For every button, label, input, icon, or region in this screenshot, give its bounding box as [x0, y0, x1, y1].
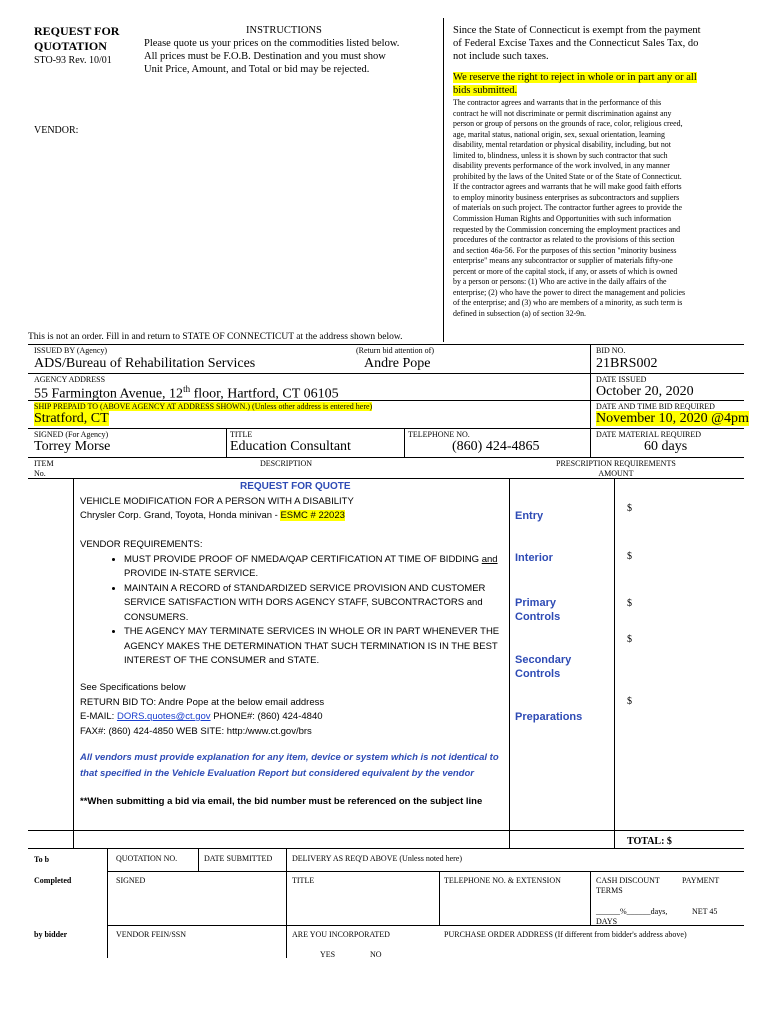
rule: [590, 871, 591, 925]
vendor-label: VENDOR:: [34, 125, 79, 136]
amount-interior[interactable]: $: [627, 551, 632, 562]
vendor-req-title: VENDOR REQUIREMENTS:: [80, 539, 203, 550]
requirement-item: • MAINTAIN A RECORD of STANDARDIZED SERVICE PROVISION AND CUSTOMER SERVICE SATISFACTION WITH DORS AGENCY STAFF, SUBCONTRACTORS and CONSUMERS.: [124, 582, 506, 626]
not-an-order-line: This is not an order. Fill in and return to STATE OF CONNECTICUT at the address shown below.: [28, 332, 403, 342]
cash-discount-terms[interactable]: [596, 876, 660, 896]
amount-preparations[interactable]: $: [627, 696, 632, 707]
signed-value[interactable]: Torrey Morse: [34, 439, 111, 454]
title-label: TITLE: [230, 430, 253, 439]
clause-line: to employ minority business enterprises as subcontractors and suppliers: [453, 192, 680, 202]
form-title-line1: REQUEST FOR: [34, 24, 120, 38]
vendor-fein-field[interactable]: VENDOR FEIN/SSN: [116, 930, 187, 939]
clause-line: Commission Human Rights and Opportunities with such information: [453, 214, 672, 224]
payment-label: PAYMENT: [682, 876, 720, 885]
rule: [509, 478, 510, 848]
email-subject-note: **When submitting a bid via email, the bid number must be referenced on the subject line: [80, 796, 483, 807]
cash-discount-label: CASH DISCOUNT: [596, 876, 660, 885]
category-preparations: Preparations: [515, 711, 583, 723]
vehicle-model-line: [80, 510, 345, 521]
form-title: [34, 24, 119, 54]
email-label: E-MAIL:: [80, 711, 117, 722]
net45-label: NET 45: [692, 907, 718, 916]
signed-field[interactable]: SIGNED: [116, 876, 146, 885]
rule: [404, 428, 405, 457]
spec-line: See Specifications below: [80, 682, 186, 693]
clause-line: enterprise" means any subcontractor or supplier of materials fifty-one: [453, 256, 673, 266]
return-line: RETURN BID TO: Andre Pope at the below email address: [80, 696, 325, 708]
date-submitted-field[interactable]: DATE SUBMITTED: [204, 854, 273, 863]
incorporated-yes[interactable]: YES: [320, 950, 336, 959]
tax-line: of Federal Excise Taxes and the Connecticut Sales Tax, do: [453, 38, 699, 49]
rule: [28, 830, 744, 831]
completed-label: Completed: [34, 876, 72, 885]
days-label: DAYS: [596, 917, 618, 926]
instructions-line: All prices must be F.O.B. Destination and you must show: [144, 51, 386, 62]
rule: [28, 848, 744, 849]
clause-line: requested by the Commission concerning the employment practices and: [453, 224, 681, 234]
reserve-notice: [453, 71, 743, 97]
agency-address-part: floor, Hartford, CT 06105: [190, 386, 339, 402]
vehicle-model: Chrysler Corp. Grand, Toyota, Honda minivan -: [80, 510, 281, 521]
phone-line: PHONE#: (860) 424-4840: [210, 711, 323, 722]
requirements-list: [80, 553, 506, 669]
tax-notice: [453, 24, 743, 63]
rule: [28, 373, 744, 374]
rule: [226, 428, 227, 457]
vendor-requirements: [80, 538, 506, 669]
rule: [28, 478, 744, 479]
bid-due-value[interactable]: [596, 411, 749, 427]
reserve-line-1: We reserve the right to reject in whole or in part any or all: [453, 72, 697, 83]
terms-label: TERMS: [596, 886, 623, 895]
category-secondary-controls: Secondary Controls: [515, 654, 572, 680]
po-address-field[interactable]: PURCHASE ORDER ADDRESS (If different from bidder's address above): [444, 930, 687, 939]
email-link[interactable]: DORS.quotes@ct.gov: [116, 711, 211, 722]
agency-address-part: 55 Farmington Avenue, 12: [34, 386, 184, 402]
clause-line: limited to, blindness, unless it is shown by such contractor that such: [453, 150, 668, 160]
reserve-line-2: bids submitted.: [453, 85, 518, 96]
amount-label: AMOUNT: [598, 469, 634, 478]
no-label: No.: [34, 469, 46, 478]
bid-due-label: DATE AND TIME BID REQUIRED: [596, 402, 715, 411]
reserve-line: [453, 71, 743, 84]
prescription-label: PRESCRIPTION REQUIREMENTS: [556, 459, 676, 468]
category-primary-controls: Primary Controls: [515, 597, 561, 623]
rule: [73, 478, 74, 848]
contact-block: [80, 681, 506, 739]
instructions-title: INSTRUCTIONS: [246, 25, 322, 36]
telephone-ext-field[interactable]: TELEPHONE NO. & EXTENSION: [444, 876, 561, 885]
clause-line: percent or more of the capital stock, if any, or assets of which is owned: [453, 266, 678, 276]
bid-due-value-text: November 10, 2020 @4pm: [596, 411, 749, 426]
ship-to-value-text: Stratford, CT: [34, 411, 109, 426]
instructions-line: Unit Price, Amount, and Total or bid may be rejected.: [144, 64, 370, 75]
rule: [28, 400, 744, 401]
request-quote-title: REQUEST FOR QUOTE: [240, 481, 351, 492]
category-interior: Interior: [515, 552, 553, 564]
req-and: and: [481, 553, 498, 565]
ship-to-label-text: SHIP PREPAID TO (ABOVE AGENCY AT ADDRESS SHOWN.) (Unless other address is entered here): [34, 402, 373, 411]
return-attention-value[interactable]: Andre Pope: [364, 356, 431, 371]
header-divider: [443, 18, 444, 342]
requirement-item: • THE AGENCY MAY TERMINATE SERVICES IN WHOLE OR IN PART WHENEVER THE AGENCY MAKES THE DETERMINATION THAT SUCH TERMINATION IS IN THE BEST INTEREST OF THE CONSUMER and STATE.: [124, 625, 506, 669]
title-value[interactable]: Education Consultant: [230, 439, 351, 454]
date-issued-value[interactable]: October 20, 2020: [596, 384, 694, 399]
contract-clause: [453, 98, 743, 319]
quotation-no-field[interactable]: QUOTATION NO.: [116, 854, 178, 863]
prescription-col-label: [556, 459, 676, 479]
issued-by-value[interactable]: ADS/Bureau of Rehabilitation Services: [34, 356, 256, 371]
material-date-value[interactable]: 60 days: [644, 439, 688, 454]
clause-line: of materials on such project. The contractor further agrees to provide the: [453, 203, 683, 213]
ship-to-value[interactable]: [34, 411, 109, 427]
clause-line: of the enterprise; and (3) who are members of a minority, as such term is: [453, 298, 683, 308]
issued-by-label: ISSUED BY (Agency): [34, 346, 108, 355]
by-bidder-label: by bidder: [34, 930, 68, 939]
instructions-line: Please quote us your prices on the commodities listed below.: [144, 38, 400, 49]
incorporated-label: ARE YOU INCORPORATED: [292, 930, 390, 939]
description-col-label: DESCRIPTION: [260, 459, 313, 468]
discount-days-field[interactable]: [596, 907, 667, 927]
ship-to-label: [34, 402, 372, 411]
tax-line: not include such taxes.: [453, 51, 549, 62]
req-text: MUST PROVIDE PROOF OF NMEDA/QAP CERTIFICATION AT TIME OF BIDDING: [124, 553, 482, 565]
discount-days-blank: ______%______days,: [596, 907, 668, 916]
category-entry: Entry: [515, 510, 544, 522]
material-date-label: DATE MATERIAL REQUIRED: [596, 430, 702, 439]
telephone-label: TELEPHONE NO.: [408, 430, 470, 439]
vehicle-line: VEHICLE MODIFICATION FOR A PERSON WITH A DISABILITY: [80, 496, 354, 507]
rule: [198, 848, 199, 871]
form-title-line2: QUOTATION: [34, 39, 107, 53]
rule: [286, 848, 287, 958]
tax-line: Since the State of Connecticut is exempt from the payment: [453, 25, 701, 36]
clause-line: defined in subsection (a) of section 32-9n.: [453, 308, 587, 318]
clause-line: contract he will not discriminate or permit discrimination against any: [453, 108, 672, 118]
amount-entry[interactable]: $: [627, 503, 632, 514]
clause-line: and section 46a-56. For the purposes of this section "minority business: [453, 245, 677, 255]
reserve-line: [453, 84, 743, 97]
amount-secondary-controls[interactable]: $: [627, 634, 632, 645]
email-line: [80, 710, 506, 725]
to-be-label: To b: [34, 855, 50, 864]
incorporated-no[interactable]: NO: [370, 950, 382, 959]
clause-line: disability prevents performance of the work involved, in any manner: [453, 161, 670, 171]
clause-line: by a person or persons: (1) Who are active in the daily affairs of the: [453, 277, 667, 287]
req-text: PROVIDE IN-STATE SERVICE.: [124, 568, 259, 579]
esmc-number: ESMC # 22023: [280, 510, 345, 521]
clause-line: age, marital status, national origin, sex, sexual orientation, learning: [453, 129, 665, 139]
clause-line: If the contractor agrees and warrants that he will make good faith efforts: [453, 182, 682, 192]
date-issued-label: DATE ISSUED: [596, 375, 647, 384]
total-label[interactable]: TOTAL: $: [627, 836, 672, 847]
form-id: STO-93 Rev. 10/01: [34, 55, 112, 66]
clause-line: disability, mental retardation or physical disability, including, but not: [453, 140, 671, 150]
delivery-field[interactable]: DELIVERY AS REQ'D ABOVE (Unless noted here): [292, 854, 463, 863]
requirement-item: [124, 553, 506, 582]
fax-line: FAX#: (860) 424-4850 WEB SITE: http:/www.ct.gov/brs: [80, 725, 312, 737]
amount-primary-controls[interactable]: $: [627, 598, 632, 609]
rule: [439, 871, 440, 925]
item-label: ITEM: [34, 459, 54, 468]
agency-address-sup: th: [183, 384, 191, 394]
clause-line: procedures of the contractor as related to the provisions of this section: [453, 235, 675, 245]
instructions-block: [144, 24, 434, 76]
bid-no-label: BID NO.: [596, 346, 626, 355]
rule: [107, 848, 108, 958]
clause-line: The contractor agrees and warrants that in the performance of this: [453, 98, 662, 107]
title-field[interactable]: TITLE: [292, 876, 315, 885]
agency-address-label: AGENCY ADDRESS: [34, 375, 106, 384]
clause-line: prohibited by the laws of the United State or of the State of Connecticut.: [453, 171, 682, 181]
clause-line: person or group of persons on the grounds of race, color, religious creed,: [453, 119, 683, 129]
return-attention-label: (Return bid attention of): [356, 346, 434, 355]
rule: [28, 344, 744, 345]
bid-no-value[interactable]: 21BRS002: [596, 356, 658, 371]
rule: [28, 428, 744, 429]
clause-line: enterprise; (2) who have the power to direct the management and policies: [453, 287, 686, 297]
signed-label: SIGNED (For Agency): [34, 430, 109, 439]
equivalence-note: All vendors must provide explanation for any item, device or system which is not identical to that specified in the Vehicle Evaluation Report but considered equivalent by the vendor: [80, 752, 499, 779]
rule: [28, 457, 744, 458]
telephone-value[interactable]: (860) 424-4865: [452, 439, 540, 454]
rule: [107, 871, 744, 872]
rule: [614, 478, 615, 848]
item-col-label: [34, 459, 54, 479]
